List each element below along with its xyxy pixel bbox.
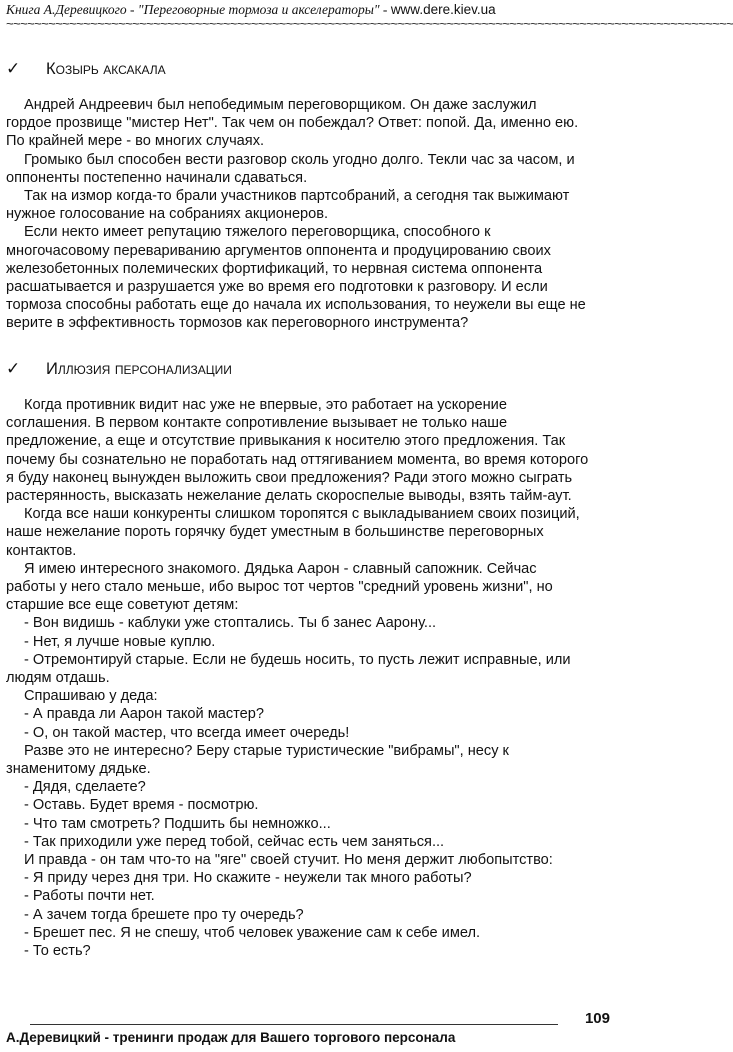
text-line: - То есть? bbox=[24, 943, 91, 960]
text-line: работы у него стало меньше, ибо вырос тот чертов "средний уровень жизни", но bbox=[6, 579, 553, 595]
text-line: - Что там смотреть? Подшить бы немножко... bbox=[24, 815, 331, 832]
text-line: тормоза способны работать еще до начала их использования, то неужели вы еще не bbox=[6, 297, 586, 314]
text-line: Андрей Андреевич был непобедимым переговорщиком. Он даже заслужил bbox=[24, 97, 537, 113]
section-title-text: Иллюзия персонализации bbox=[46, 360, 232, 378]
text-line: - О, он такой мастер, что всегда имеет очередь! bbox=[24, 724, 350, 741]
text-line: - Брешет пес. Я не спешу, чтоб человек уважение сам к себе имел. bbox=[24, 924, 481, 941]
site-url[interactable]: www.dere.kiev.ua bbox=[390, 2, 496, 17]
text-line: - А правда ли Аарон такой мастер? bbox=[24, 706, 265, 723]
header-tilde-rule: ~~~~~~~~~~~~~~~~~~~~~~~~~~~~~~~~~~~~~~~~~~~~~~~~~~~~~~~~~~~~~~~~~~~~~~~~~~~~~~~~~~~~~~~~~~~~~~~~~~~~~~~~ bbox=[6, 16, 733, 31]
section-title-2 bbox=[6, 356, 232, 382]
text-line: верите в эффективность тормозов как переговорного инструмента? bbox=[6, 315, 469, 332]
text-line: - Нет, я лучше новые куплю. bbox=[24, 633, 216, 650]
text-line: почему бы сознательно не поработать над оттягиванием момента, во время которого bbox=[6, 451, 589, 468]
text-line: я буду наконец вынужден выложить свои предложения? Ради этого можно сыграть bbox=[6, 469, 573, 486]
text-line: людям отдашь. bbox=[6, 670, 110, 687]
checkmark-icon: ✓ bbox=[6, 359, 21, 378]
text-line: Спрашиваю у деда: bbox=[24, 688, 158, 705]
text-line: железобетонных полемических фортификаций, то нервная система оппонента bbox=[6, 260, 543, 277]
text-line: нужное голосование на собраниях акционеров. bbox=[6, 206, 329, 223]
section-1-paragraph-2 bbox=[6, 151, 612, 187]
text-line: - Я приду через дня три. Но скажите - неужели так много работы? bbox=[24, 870, 472, 887]
text-line: - А зачем тогда брешете про ту очередь? bbox=[24, 906, 304, 923]
book-title: Книга А.Деревицкого - "Переговорные тормоза и акселераторы" - bbox=[6, 2, 391, 17]
text-line: Если некто имеет репутацию тяжелого переговорщика, способного к bbox=[24, 224, 491, 241]
text-line: Когда все наши конкуренты слишком торопятся с выкладыванием своих позиций, bbox=[24, 506, 580, 523]
text-line: знаменитому дядьке. bbox=[6, 761, 151, 778]
section-title-1 bbox=[6, 56, 166, 82]
text-line: И правда - он там что-то на "яге" своей стучит. Но меня держит любопытство: bbox=[24, 852, 553, 869]
section-1-paragraph-1 bbox=[6, 96, 612, 151]
text-line: Разве это не интересно? Беру старые туристические "вибрамы", несу к bbox=[24, 742, 509, 759]
text-line: Когда противник видит нас уже не впервые, это работает на ускорение bbox=[24, 397, 507, 413]
section-2-paragraph-2 bbox=[6, 505, 612, 560]
section-1-paragraph-3 bbox=[6, 187, 612, 223]
text-line: предложение, а еще и отсутствие привыкания к носителю этого предложения. Так bbox=[6, 433, 566, 450]
text-line: контактов. bbox=[6, 542, 77, 559]
text-line: наше нежелание пороть горячку будет уместным в большинстве переговорных bbox=[6, 524, 544, 541]
text-line: растерянность, высказать нежелание делать скороспелые выводы, взять тайм-аут. bbox=[6, 488, 572, 505]
text-line: По крайней мере - во многих случаях. bbox=[6, 133, 265, 150]
text-line: соглашения. В первом контакте сопротивление вызывает не только наше bbox=[6, 415, 508, 432]
text-line: расшатывается и разрушается уже во время его подготовки к разговору. И если bbox=[6, 279, 548, 295]
text-line: оппоненты постепенно начинали сдаваться. bbox=[6, 169, 308, 186]
text-line: - Так приходили уже перед тобой, сейчас есть чем заняться... bbox=[24, 833, 445, 850]
text-line: - Дядя, сделаете? bbox=[24, 779, 146, 796]
section-title-text: Козырь аксакала bbox=[46, 60, 166, 78]
footer-divider bbox=[30, 1024, 558, 1025]
text-line: Громыко был способен вести разговор сколь угодно долго. Текли час за часом, и bbox=[24, 151, 575, 168]
text-line: - Работы почти нет. bbox=[24, 888, 155, 905]
text-line: многочасовому перевариванию аргументов оппонента и продуцированию своих bbox=[6, 242, 551, 259]
text-line: - Вон видишь - каблуки уже стоптались. Ты б занес Аарону... bbox=[24, 615, 437, 632]
text-line: гордое прозвище "мистер Нет". Так чем он побеждал? Ответ: попой. Да, именно ею. bbox=[6, 115, 579, 132]
checkmark-icon: ✓ bbox=[6, 59, 21, 78]
text-line: Так на измор когда-то брали участников партсобраний, а сегодня так выжимают bbox=[24, 188, 570, 204]
page-number: 109 bbox=[584, 1010, 610, 1027]
text-line: Я имею интересного знакомого. Дядька Аарон - славный сапожник. Сейчас bbox=[24, 560, 537, 577]
footer-text: А.Деревицкий - тренинги продаж для Вашего торгового персонала bbox=[6, 1030, 456, 1045]
section-2-dialogue bbox=[6, 560, 612, 960]
section-1-paragraph-4 bbox=[6, 223, 612, 332]
section-2-paragraph-1 bbox=[6, 396, 612, 505]
text-line: - Оставь. Будет время - посмотрю. bbox=[24, 797, 259, 814]
text-line: старшие все еще советуют детям: bbox=[6, 597, 239, 614]
text-line: - Отремонтируй старые. Если не будешь носить, то пусть лежит исправные, или bbox=[24, 651, 571, 668]
